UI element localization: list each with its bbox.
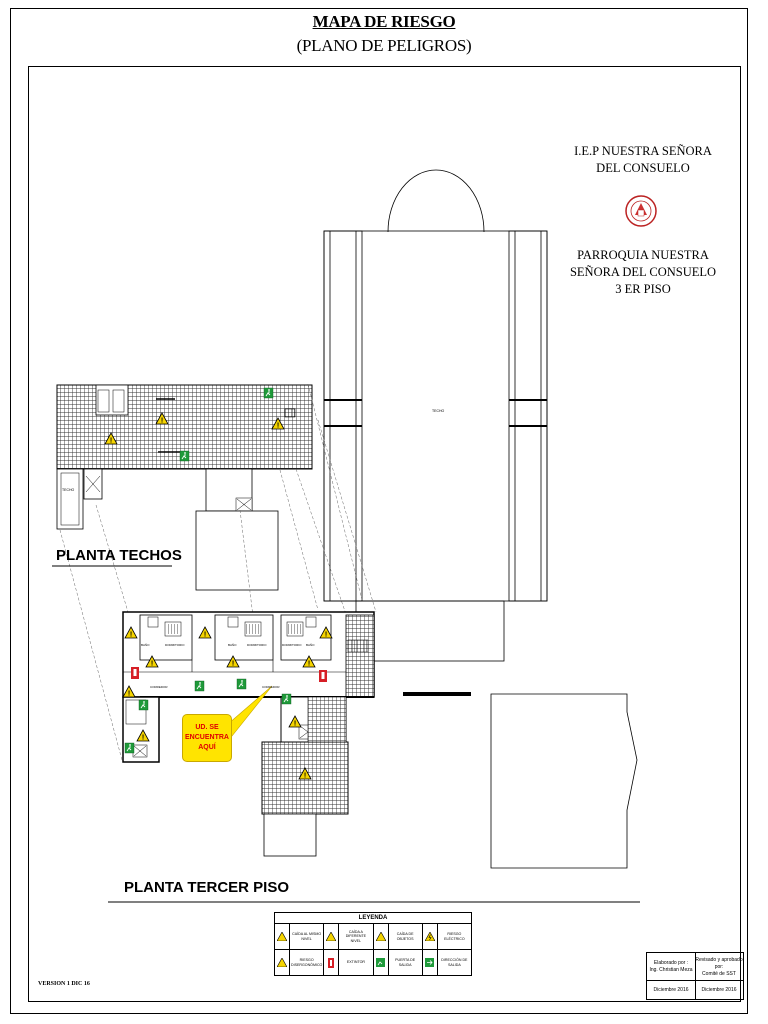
warning-ergonomic-icon: [277, 958, 287, 967]
warning-icon: [289, 716, 301, 728]
warning-fall-icon: [277, 932, 287, 941]
warning-icon: [272, 418, 284, 430]
warning-icon: [199, 627, 211, 639]
legend-label: CAÍDA DE OBJETOS: [396, 932, 414, 941]
approved-label: Revisado y aprobado por:: [695, 956, 743, 970]
parish-line-2: SEÑORA DEL CONSUELO: [569, 265, 717, 279]
exit-direction-icon: [425, 958, 434, 967]
exit-sign-icon: [282, 694, 291, 704]
warning-icon: [320, 627, 332, 639]
date-left: Diciembre 2016: [647, 981, 696, 999]
label-bano-1: BAÑO: [141, 643, 150, 647]
exit-sign-icon: [125, 743, 134, 753]
extinguisher-icon: [131, 667, 139, 679]
warning-icon: [137, 730, 149, 742]
label-techo-left: TECHO: [62, 488, 75, 492]
legend-label: CAÍDA A DIFERENTE NIVEL: [345, 929, 367, 943]
warning-icon: [123, 686, 135, 698]
approved-cell: [695, 953, 743, 981]
label-room-2: DORMITORIO: [247, 643, 267, 647]
label-bano-2: BAÑO: [228, 643, 237, 647]
prepared-label: Elaborado por :: [653, 960, 689, 966]
exit-sign-icon: [180, 451, 189, 461]
parish-line-3: 3 ER PISO: [615, 282, 671, 296]
school-line-1: I.E.P NUESTRA SEÑORA: [574, 144, 712, 158]
legend-item: [324, 950, 373, 975]
warning-icon: [227, 656, 239, 668]
label-techo-right: TECHO: [432, 409, 445, 413]
school-line-2: DEL CONSUELO: [596, 161, 690, 175]
warning-electric-icon: [425, 932, 435, 941]
extinguisher-icon: [328, 958, 334, 968]
legend-label: PUERTA DE SALIDA: [395, 958, 416, 967]
page-title: MAPA DE RIESGO: [312, 12, 456, 31]
version-label: VERSION 1 DIC 16: [38, 981, 90, 987]
legend-row: [275, 924, 471, 950]
legend-item: [324, 924, 373, 949]
legend-item: [275, 950, 324, 975]
legend-item: [374, 924, 423, 949]
legend-row: [275, 950, 471, 975]
extinguisher-icon: [319, 670, 327, 682]
warning-icon: [125, 627, 137, 639]
signoff-top: [646, 952, 744, 981]
signoff-dates: [646, 980, 744, 1000]
warning-icon: [146, 656, 158, 668]
legend-label: EXTINTOR: [346, 960, 365, 965]
warning-fall-icon: [326, 932, 336, 941]
safety-markers: !: [0, 0, 768, 1024]
exit-sign-icon: [139, 700, 148, 710]
legend-label: CAÍDA AL MISMO NIVEL: [292, 932, 322, 941]
legend-item: [275, 924, 324, 949]
exit-sign-icon: [237, 679, 246, 689]
exit-door-icon: [376, 958, 385, 967]
roof-plan-label: PLANTA TECHOS: [56, 547, 182, 564]
warning-icon: [105, 433, 117, 445]
exit-sign-icon: [195, 681, 204, 691]
warning-icon: [303, 656, 315, 668]
callout-line-1: UD. SE: [195, 724, 219, 731]
warning-icon: [156, 413, 168, 425]
legend-table: [274, 912, 472, 976]
warning-icon: [299, 768, 311, 780]
legend-title: LEYENDA: [275, 913, 471, 924]
approved-by: Comité de SST: [702, 970, 736, 977]
callout-line-3: AQUÍ: [198, 744, 216, 751]
page-subtitle: (PLANO DE PELIGROS): [296, 36, 472, 55]
you-are-here-callout: [182, 714, 232, 762]
legend-label: RIESGO ELÉCTRICO: [444, 932, 465, 941]
legend-item: [423, 950, 471, 975]
prepared-cell: [647, 953, 696, 981]
parish-line-1: PARROQUIA NUESTRA: [577, 248, 709, 262]
warning-fall-icon: [376, 932, 386, 941]
legend-item: [374, 950, 423, 975]
exit-sign-icon: [264, 388, 273, 398]
legend-label: RIESGO DISERGONÓMICO: [291, 958, 323, 967]
legend-item: [423, 924, 471, 949]
legend-label: DIRECCIÓN DE SALIDA: [441, 958, 468, 967]
label-bano-3: BAÑO: [306, 643, 315, 647]
label-corridor-1: CORREDOR: [150, 685, 168, 689]
floor-plan-label: PLANTA TERCER PISO: [124, 879, 290, 896]
label-room-3: DORMITORIO: [282, 643, 302, 647]
prepared-by: Ing. Christian Meza: [649, 967, 693, 973]
label-corridor-2: CORREDOR: [262, 685, 280, 689]
label-room-1: DORMITORIO: [165, 643, 185, 647]
date-right: Diciembre 2016: [701, 986, 737, 993]
callout-line-2: ENCUENTRA: [185, 734, 229, 741]
